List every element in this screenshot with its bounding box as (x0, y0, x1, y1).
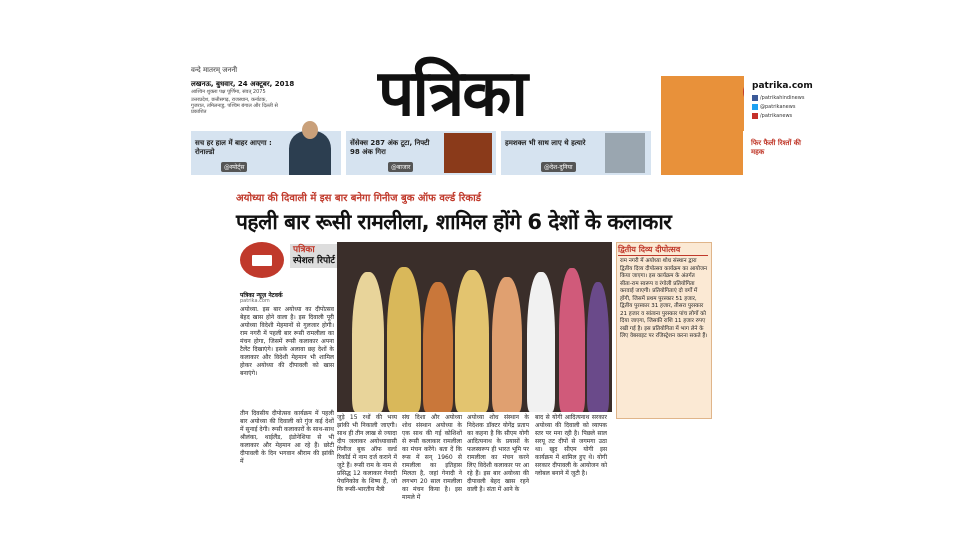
twitter-link[interactable]: @patrikanews (752, 103, 804, 112)
teaser-strip (191, 131, 805, 175)
youtube-link[interactable]: /patrikanews (752, 112, 804, 121)
editions-note: उत्तरप्रदेश, छत्तीसगढ़, राजस्थान, कर्नाटक, गुजरात, तमिलनाडु, पश्चिम बंगाल और दिल्ली से प्रकाशित (191, 97, 278, 115)
sub-date: आश्विन शुक्ला पक्ष पूर्णिमा, संवत् 2075 (191, 89, 266, 95)
byline: पत्रिका न्यूज़ नेटवर्क (240, 292, 283, 299)
performer-8 (587, 282, 609, 412)
teaser-pariwar[interactable]: फिर फैली रिश्तों की महक (661, 131, 805, 175)
performer-7 (559, 268, 585, 412)
twitter-icon (752, 104, 758, 110)
magazine-image (661, 76, 743, 175)
article-col-1: अयोध्या. इस बार अयोध्या का दीपोत्सव बेहद खास होने वाला है। इस दिवाली पूरी अयोध्या विदेशी मेहमानों से गुलजार होगी। राम नगरी में पहली बार रूसी रामलीला का मंचन होगा, जिसमें रूसी कलाकार अपना टैलेंट दिखाएंगे। इसके अलावा छह देशों के कलाकार और विदेशी मेहमान भी शामिल होकर अयोध्या की दीपावली को खास बनाएंगे। (240, 306, 334, 377)
article-col-3: संघ दिशा और अयोध्या शोध संस्थान अयोध्या के एक साथ की गई कोशिशों से रूसी कलाकार रामलीला का मंचन करेंगे। बता दें कि रूस में सन् 1960 से रामलीला का इतिहास मिलता है, जहां गेनादी ने लगभग 20 साल रामलीला का मंचन किया है। इस मामले में (402, 414, 462, 501)
performer-3 (423, 282, 453, 412)
performer-5 (492, 277, 522, 412)
youtube-icon (752, 113, 758, 119)
byline-url: patrika.com (240, 298, 270, 304)
teaser-market[interactable]: सेंसेक्स 287 अंक टूटा, निफ्टी 98 अंक गिरा @बाजार (346, 131, 496, 175)
article-headline: पहली बार रूसी रामलीला, शामिल होंगे 6 देशों के कलाकार (236, 210, 672, 234)
performer-4 (455, 270, 489, 412)
article-col-2: जुड़े 15 रथों की भव्य झांकी भी निकाली जाएगी। साथ ही तीन लाख से ज्यादा दीप जलाकर अयोध्यावासी गिनीज बुक ऑफ वर्ल्ड रिकॉर्ड में नाम दर्ज कराने में जुटे हैं। रूसी राम के नाम से प्रसिद्ध 12 कलाकार गेनादी पेचनिकोव के शिष्य हैं, जो कि रूसी-भारतीय मैत्री (337, 414, 397, 493)
portrait-photo (605, 133, 645, 173)
social-links (752, 94, 804, 121)
performer-2 (387, 267, 421, 412)
festival-photo (444, 133, 492, 173)
performer-1 (352, 272, 384, 412)
tv-icon (252, 255, 272, 266)
sidebar-title: द्वितीय दिव्य दीपोत्सव (618, 244, 708, 256)
article-col-4: अयोध्या शोध संस्थान के निदेशक डॉक्टर योगेंद्र प्रताप का कहना है कि सीएम योगी आदित्यनाथ के प्रयासों के फलस्वरूप ही भारत भूमि पर रामलीला का मंचन करने लिए विदेशी कलाकार पर आ रहे हैं। इस बार अयोध्या की दीपावली बेहद खास रहने वाली है। संता में आने के (467, 414, 529, 493)
special-report-label: पत्रिका स्पेशल रिपोर्ट (290, 244, 338, 268)
facebook-icon (752, 95, 758, 101)
performer-6 (527, 272, 555, 412)
patrika-logo (240, 242, 284, 278)
article-col-5: बाद से योगी आदित्यनाथ सरकार अयोध्या की दिवाली को व्यापक स्तर पर मना रही है। पिछले साल सरयू तट दीपों से जगमगा उठा था। खुद सीएम योगी इस कार्यक्रम में शामिल हुए थे। योगी सरकार दीपावली के आयोजन को ग्लोबल बनाने में जुटी है। (535, 414, 607, 477)
facebook-link[interactable]: /patrikahindinews (752, 94, 804, 103)
ramleela-photo (337, 242, 612, 412)
teaser-world[interactable]: हमशक्ल भी साथ लाए थे हत्यारे @देश-दुनिया (501, 131, 651, 175)
sidebar-text: राम नगरी में अयोध्या शोध संस्थान द्वारा द्वितीय दिव्य दीपोत्सव कार्यक्रम का आयोजन किया जाएगा। इस कार्यक्रम के अंतर्गत सीता-राम स्वरूप व रंगोली प्रतियोगिता करवाई जाएगी। प्रतियोगिताएं दो वर्गों में होंगी, जिसमें प्रथम पुरस्कार 51 हजार, द्वितीय पुरस्कार 31 हजार, तीसरा पुरस्कार 21 हजार व सांत्वना पुरस्कार पांच लोगों को दिया जाएगा, जिसकी राशि 11 हजार रुपए रखी गई है। इस प्रतियोगिता में भाग लेने के लिए वेबसाइट पर रजिस्ट्रेशन करना सकते हैं। (620, 258, 708, 339)
teaser-sports[interactable]: सच हर हाल में बाहर आएगा : रोनाल्डो @स्पोर्ट्स (191, 131, 341, 175)
dateline: लखनऊ, बुधवार, 24 अक्टूबर, 2018 (191, 80, 295, 88)
article-kicker: अयोध्या की दिवाली में इस बार बनेगा गिनीज बुक ऑफ वर्ल्ड रिकार्ड (236, 193, 482, 204)
masthead: पत्रिका (378, 56, 526, 131)
tagline: वन्दे मातरम् जननी (191, 66, 238, 74)
article-col-1b: तीन दिवसीय दीपोत्सव कार्यक्रम में पहली बार अयोध्या की दिवाली को गुंज कई देशों में सुनाई देगी। रूसी कलाकारों के साथ-साथ श्रीलंका, थाईलैंड, इंडोनेशिया से भी कलाकार और मेहमान आ रहे हैं। छोटी दीपावली के दिन भगवान श्रीराम की झांकी में (240, 410, 334, 465)
site-url[interactable]: patrika.com (752, 81, 813, 91)
ronaldo-head (302, 121, 318, 139)
